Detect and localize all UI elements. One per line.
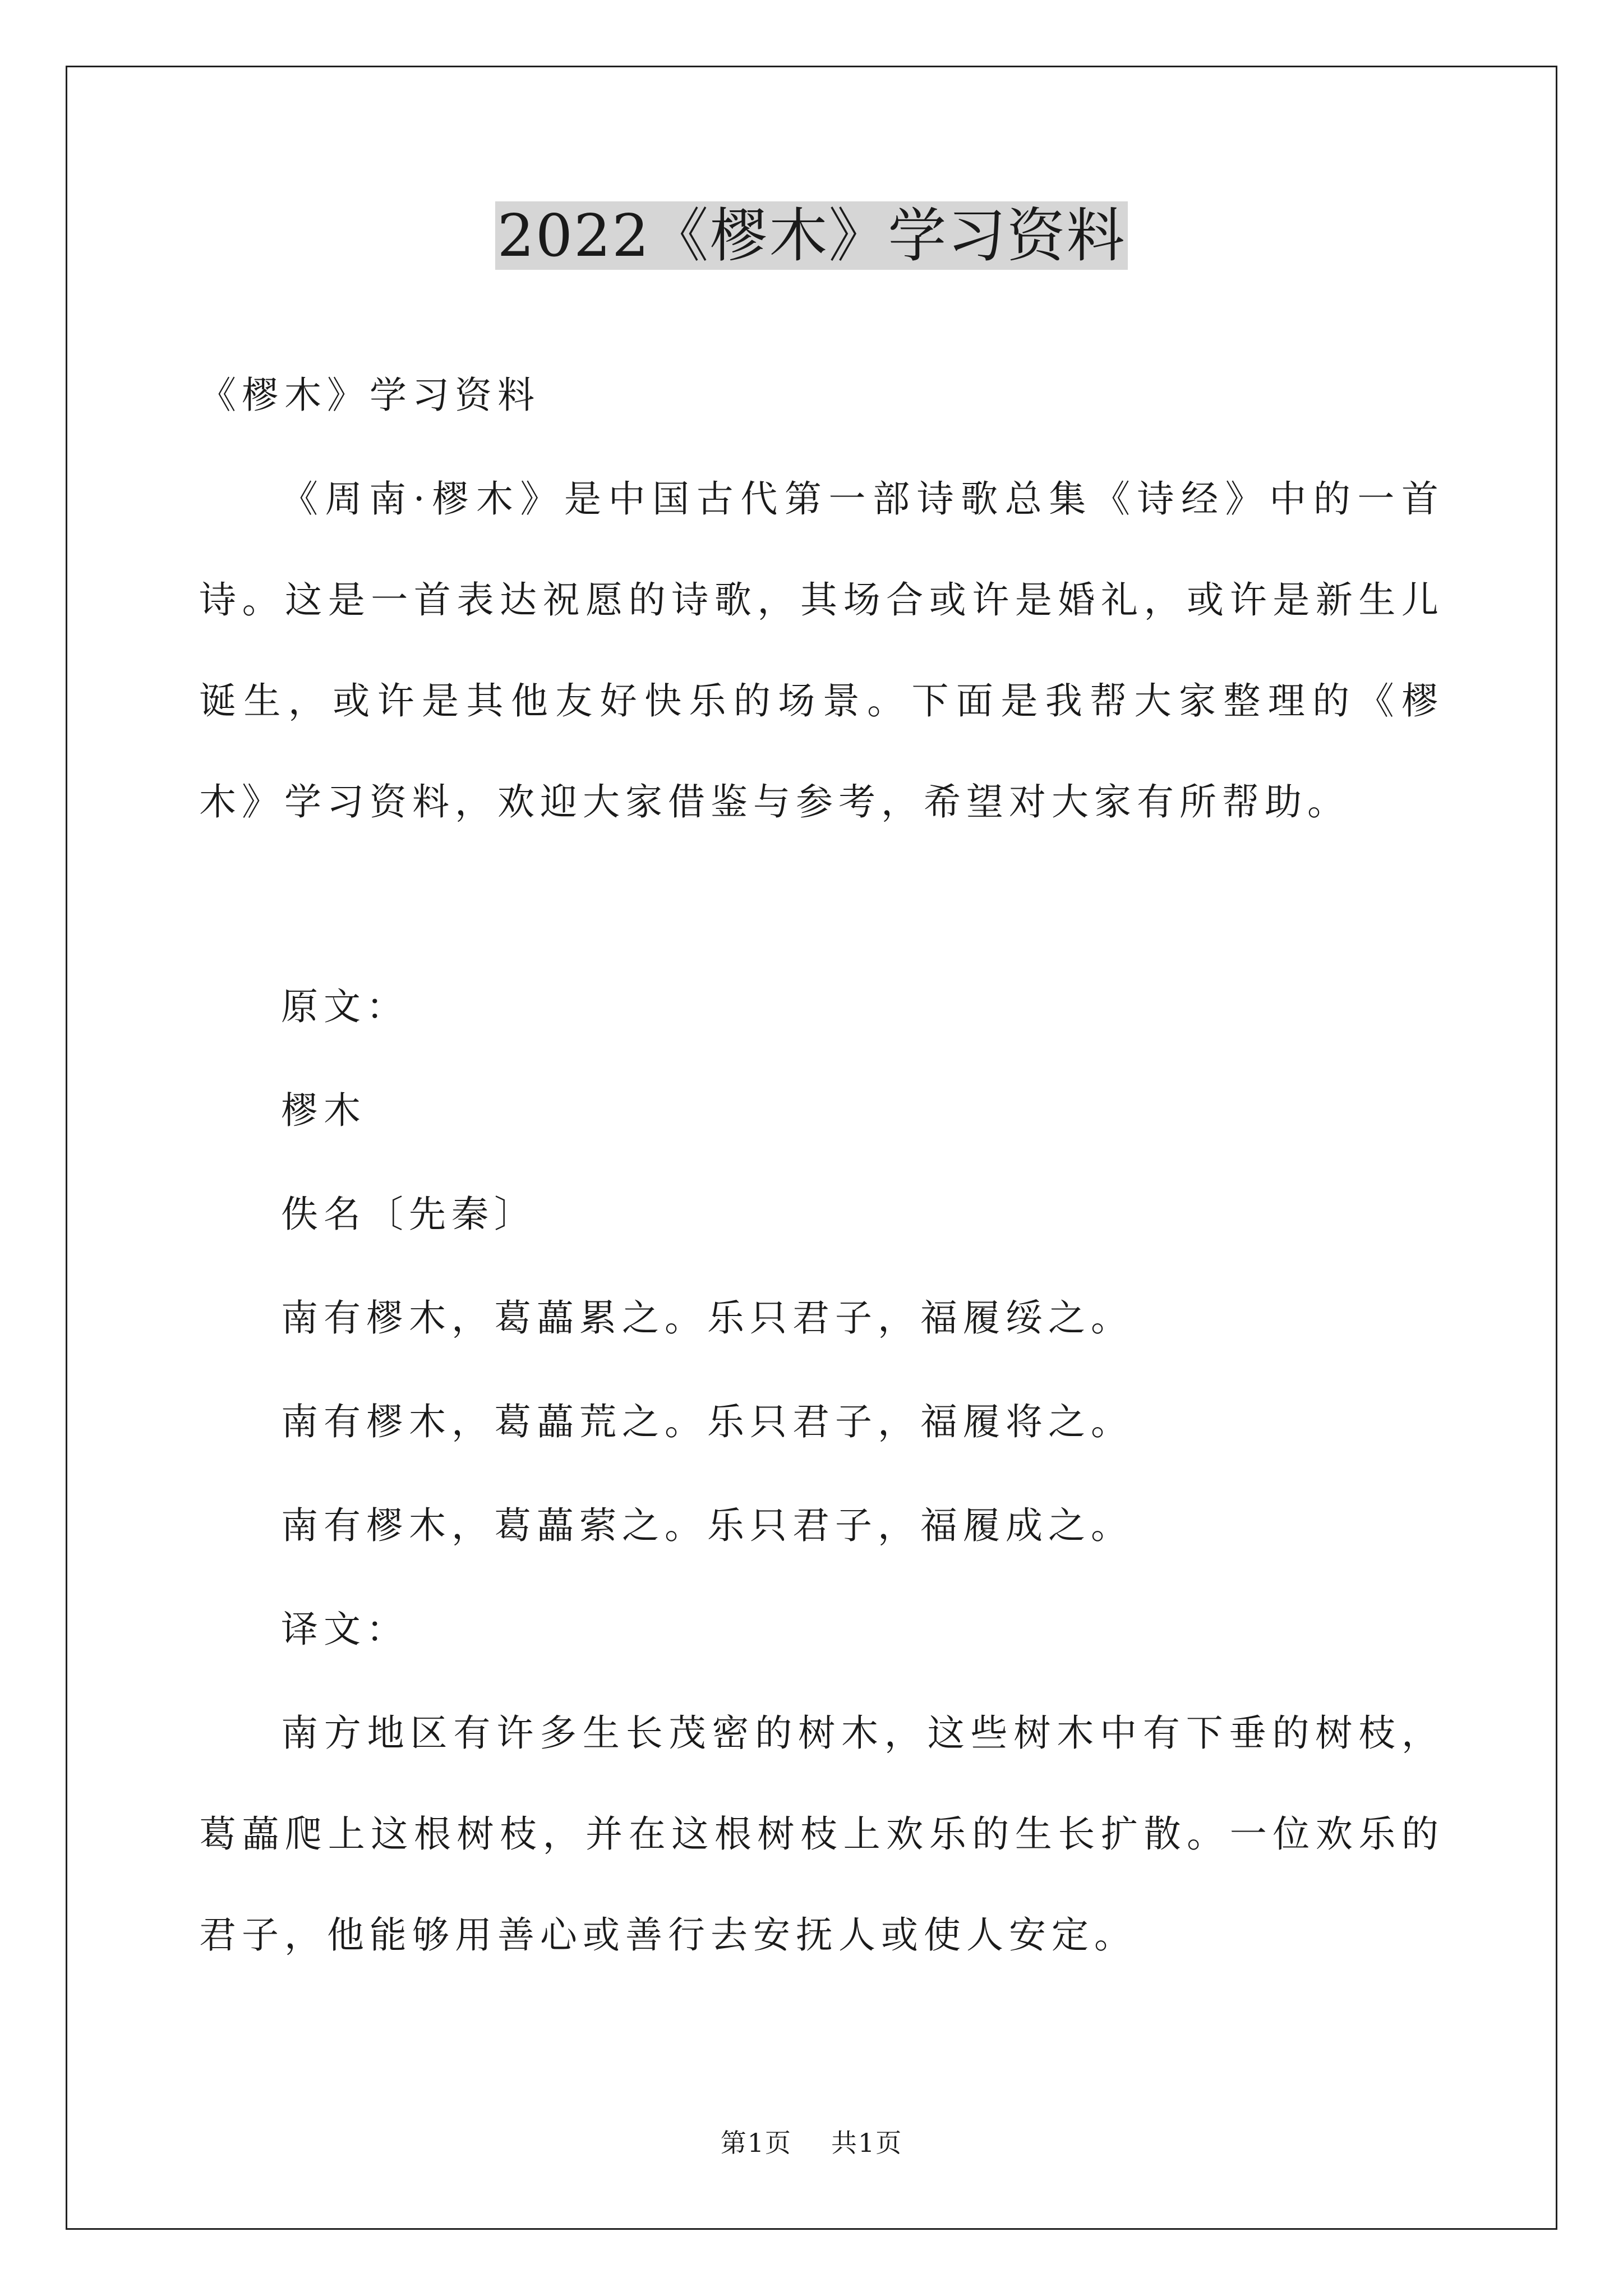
page-footer [0, 2126, 1623, 2160]
page-total: 共1页 [831, 2128, 903, 2158]
document-title [0, 191, 1623, 280]
poem-title: 樛木 [281, 1089, 366, 1132]
subtitle: 《樛木》学习资料 [199, 374, 540, 417]
poem-line: 南有樛木，葛藟萦之。乐只君子，福履成之。 [281, 1504, 1133, 1547]
translation-paragraph: 南方地区有许多生长茂密的树木，这些树木中有下垂的树枝，葛藟爬上这根树枝，并在这根树枝上欢乐的生长扩散。一位欢乐的君子，他能够用善心或善行去安抚人或使人安定。 [199, 1711, 1444, 1957]
document-title-text: 2022《樛木》学习资料 [495, 201, 1128, 270]
poem-line: 南有樛木，葛藟荒之。乐只君子，福履将之。 [281, 1400, 1133, 1443]
intro-paragraph: 《周南·樛木》是中国古代第一部诗歌总集《诗经》中的一首诗。这是一首表达祝愿的诗歌，其场合或许是婚礼，或许是新生儿诞生，或许是其他友好快乐的场景。下面是我帮大家整理的《樛木》学习资料，欢迎大家借鉴与参考，希望对大家有所帮助。 [199, 477, 1444, 823]
page-current: 第1页 [720, 2128, 792, 2158]
original-label: 原文： [281, 985, 409, 1028]
translation-label: 译文： [281, 1608, 409, 1651]
poem-line: 南有樛木，葛藟累之。乐只君子，福履绥之。 [281, 1296, 1133, 1340]
poem-author: 佚名〔先秦〕 [281, 1193, 537, 1236]
